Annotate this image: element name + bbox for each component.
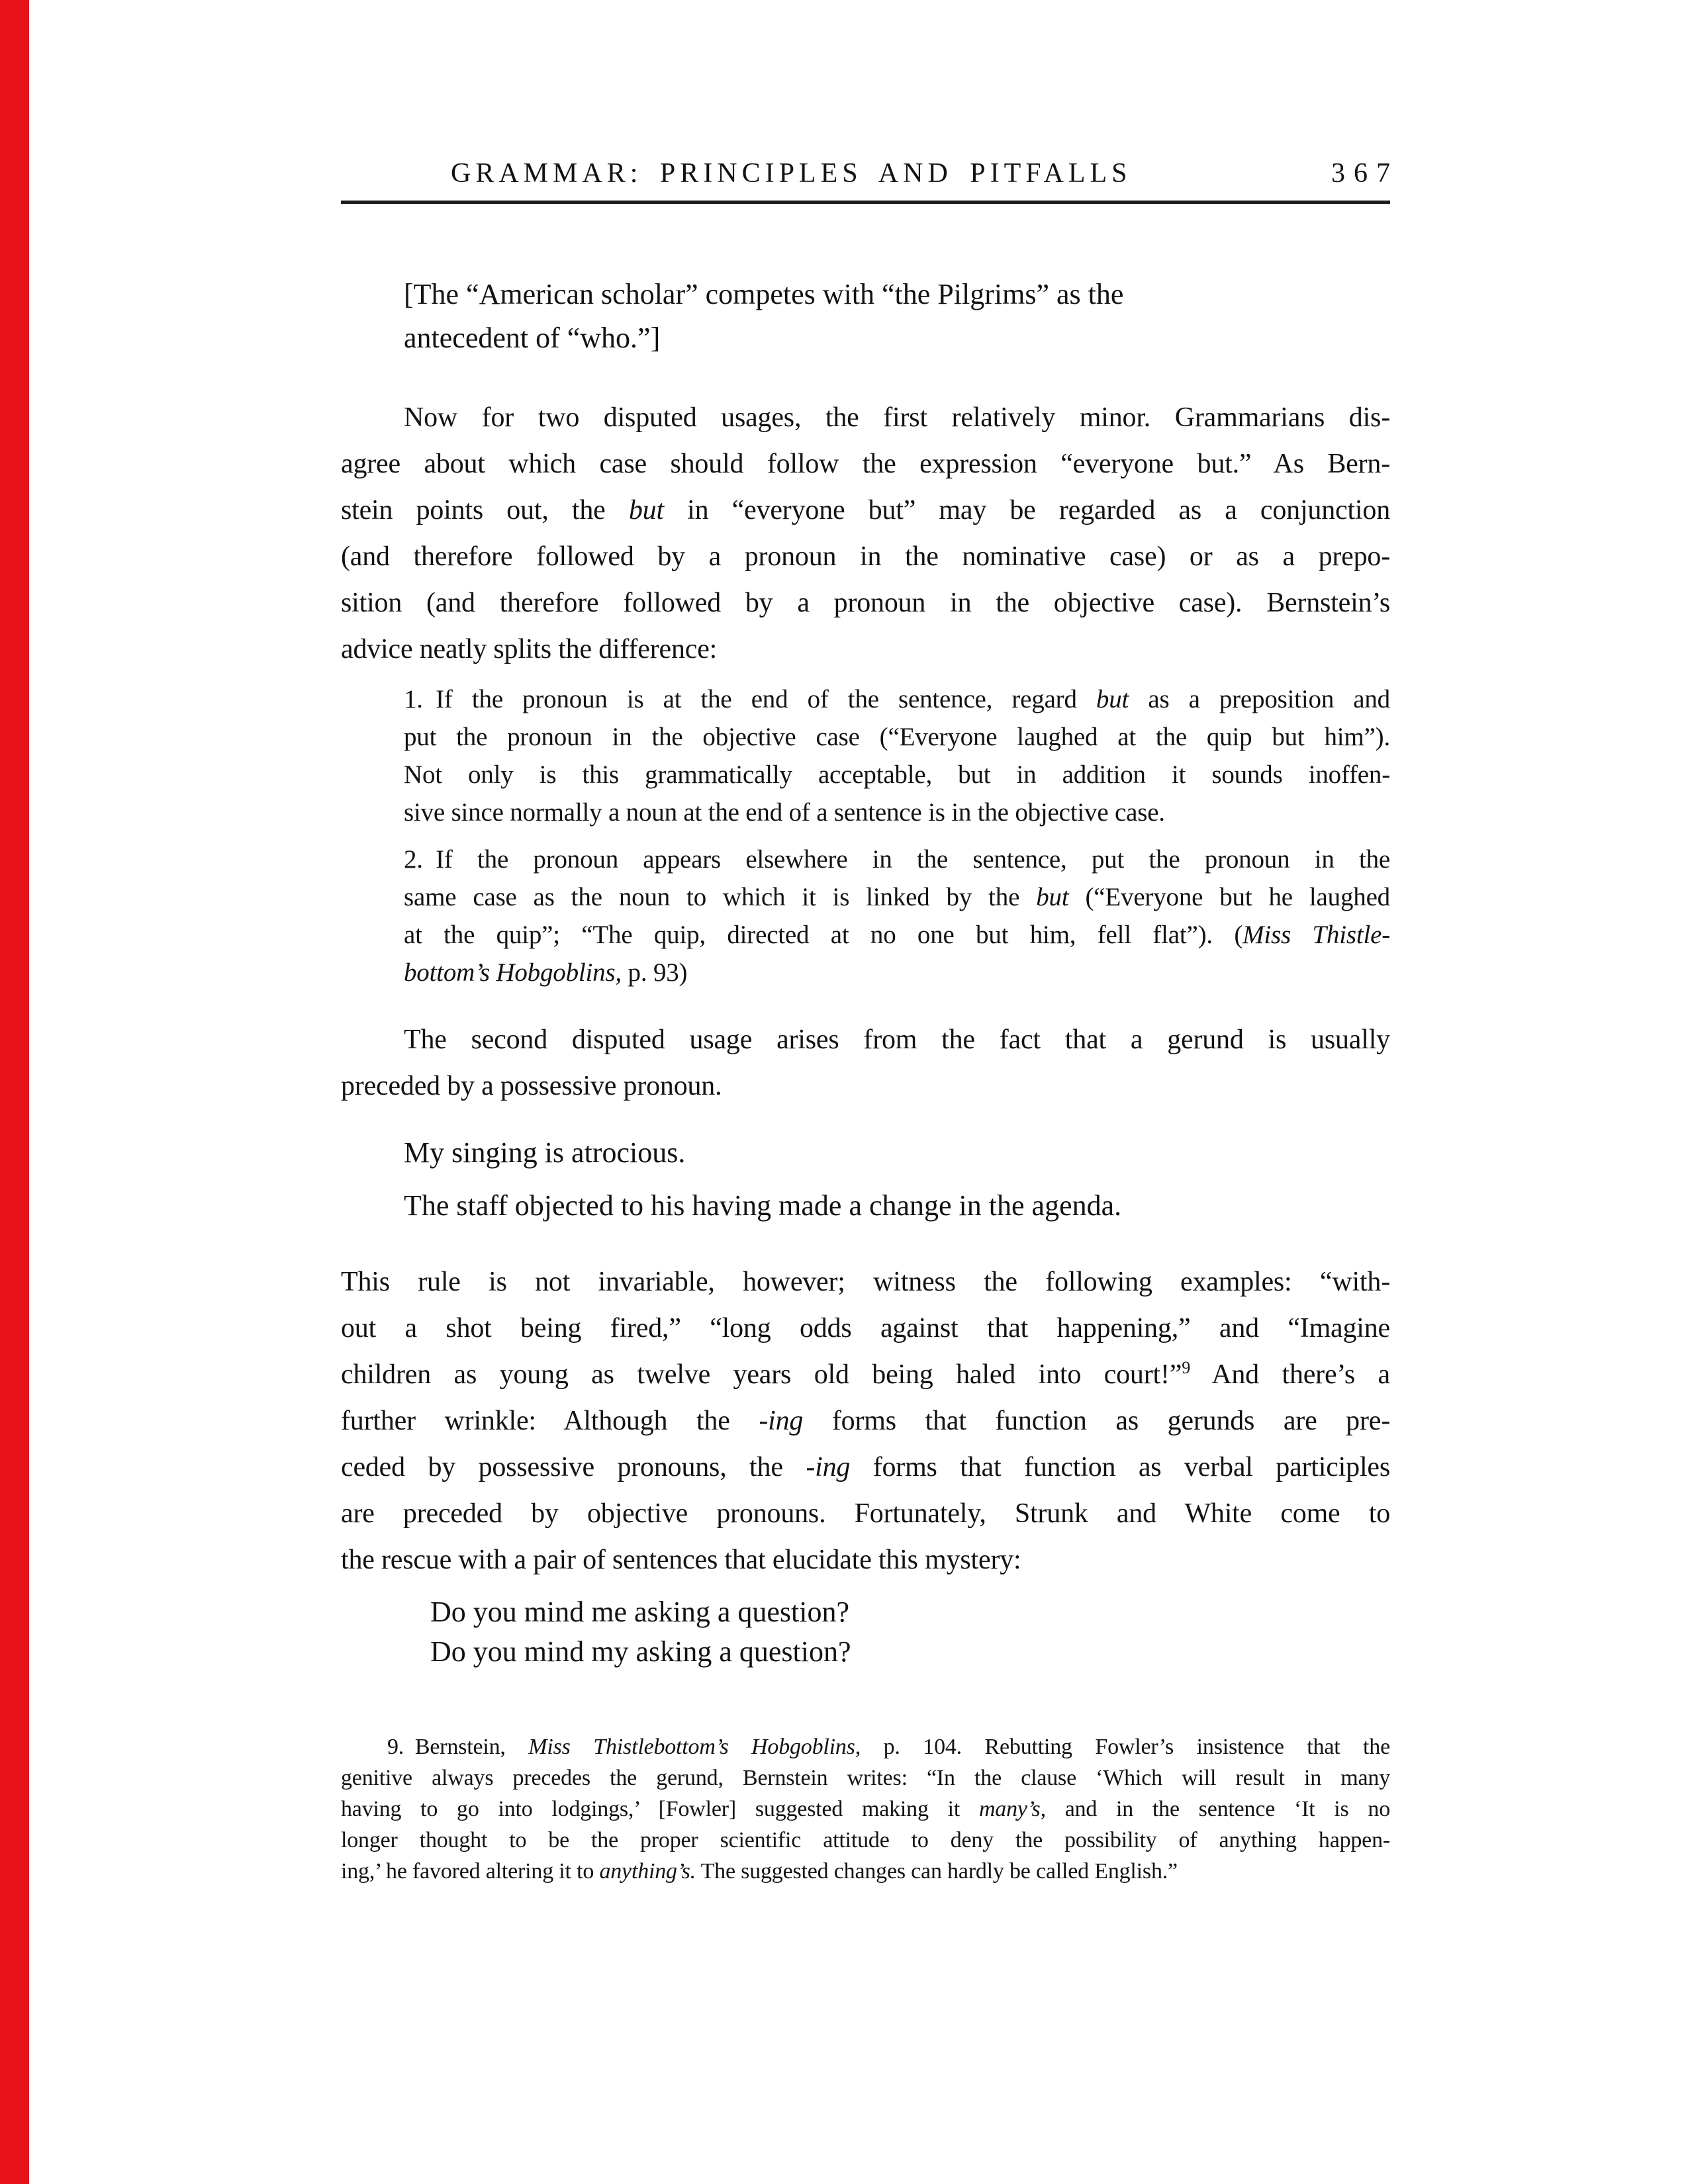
text-line: agree about which case should follow the expression “everyone but.” As Bern- (341, 449, 1390, 479)
text-line: are preceded by objective pronouns. Fortunately, Strunk and White come to (341, 1498, 1390, 1529)
text-line: out a shot being fired,” “long odds against that happening,” and “Imagine (341, 1313, 1390, 1343)
text-line: stein points out, the but in “everyone but” may be regarded as a conjunction (341, 495, 1390, 525)
italic-text: bottom’s Hobgoblins, (404, 958, 622, 987)
text-line: ceded by possessive pronouns, the -ing forms that function as verbal participles (341, 1452, 1391, 1482)
example-sentences-strunk-white (430, 1592, 1390, 1672)
text-line: Do you mind my asking a question? (430, 1635, 851, 1668)
text-line: children as young as twelve years old being haled into court!”$^9$ And there’s a (341, 1358, 1390, 1390)
text-line: My singing is atrocious. (404, 1136, 686, 1169)
text-line: ing,’ he favored altering it to anything’s. The suggested changes can hardly be called English.” (341, 1859, 1178, 1884)
text-line: 1. If the pronoun is at the end of the sentence, regard but as a preposition and (404, 685, 1390, 713)
italic-text: but (1036, 883, 1069, 911)
text-line: preceded by a possessive pronoun. (341, 1071, 722, 1101)
bracketed-editorial-note (404, 273, 1390, 360)
text-line: 9. Bernstein, Miss Thistlebottom’s Hobgoblins, p. 104. Rebutting Fowler’s insistence that the (387, 1735, 1390, 1759)
text-line: 2. If the pronoun appears elsewhere in the sentence, put the pronoun in the (404, 845, 1390, 874)
italic-text: anything’s. (599, 1859, 696, 1884)
text-line: longer thought to be the proper scientific attitude to deny the possibility of anything happen- (341, 1828, 1390, 1852)
book-edge-red-strip (0, 0, 29, 2184)
text-line: put the pronoun in the objective case (“Everyone laughed at the quip but him”). (404, 723, 1390, 751)
italic-text: Miss Thistlebottom’s Hobgoblins, (528, 1735, 861, 1759)
paragraph-rule-not-invariable (341, 1259, 1390, 1583)
text-line: Now for two disputed usages, the first relatively minor. Grammarians dis- (404, 402, 1390, 433)
text-line: same case as the noun to which it is linked by the but (“Everyone but he laughed (404, 883, 1390, 911)
numbered-list-item-1 (404, 680, 1390, 831)
header-rule (341, 201, 1390, 204)
text-line: further wrinkle: Although the -ing forms that function as gerunds are pre- (341, 1406, 1390, 1436)
example-sentences-gerund (404, 1126, 1390, 1232)
italic-text: -ing (759, 1406, 804, 1436)
text-line: The second disputed usage arises from the fact that a gerund is usually (404, 1024, 1390, 1055)
page-number: 367 (1331, 158, 1399, 189)
text-line: genitive always precedes the gerund, Bernstein writes: “In the clause ‘Which will result in many (341, 1766, 1390, 1790)
paragraph-second-disputed-usage (341, 1017, 1390, 1109)
text-line: (and therefore followed by a pronoun in the nominative case) or as a prepo- (341, 541, 1390, 572)
italic-text: but (628, 495, 664, 525)
text-line: Do you mind me asking a question? (430, 1596, 850, 1628)
text-line: This rule is not invariable, however; witness the following examples: “with- (341, 1267, 1390, 1297)
italic-text: Miss Thistle- (1243, 921, 1390, 949)
page-content (341, 0, 1399, 2184)
text-line: The staff objected to his having made a change in the agenda. (404, 1189, 1122, 1222)
running-header-title: GRAMMAR: PRINCIPLES AND PITFALLS (451, 158, 1132, 189)
text-line: bottom’s Hobgoblins, p. 93) (404, 958, 688, 987)
text-line: having to go into lodgings,’ [Fowler] suggested making it many’s, and in the sentence ‘It is no (341, 1797, 1390, 1821)
text-line: antecedent of “who.”] (404, 322, 661, 354)
italic-text: -ing (806, 1452, 851, 1482)
italic-text: but (1096, 685, 1129, 713)
text-line: advice neatly splits the difference: (341, 634, 718, 664)
paragraph-disputed-usages (341, 394, 1390, 672)
text-line: the rescue with a pair of sentences that elucidate this mystery: (341, 1545, 1021, 1575)
italic-text: many’s, (978, 1797, 1046, 1821)
text-line: sition (and therefore followed by a pronoun in the objective case). Bernstein’s (341, 588, 1390, 618)
footnote-9 (341, 1731, 1390, 1887)
text-line: Not only is this grammatically acceptable, but in addition it sounds inoffen- (404, 760, 1390, 789)
footnote-marker: 9 (1182, 1358, 1191, 1377)
text-line: sive since normally a noun at the end of a sentence is in the objective case. (404, 798, 1165, 827)
text-line: [The “American scholar” competes with “the Pilgrims” as the (404, 278, 1124, 310)
numbered-list-item-2 (404, 841, 1390, 991)
text-line: at the quip”; “The quip, directed at no one but him, fell flat”). (Miss Thistle- (404, 921, 1390, 949)
